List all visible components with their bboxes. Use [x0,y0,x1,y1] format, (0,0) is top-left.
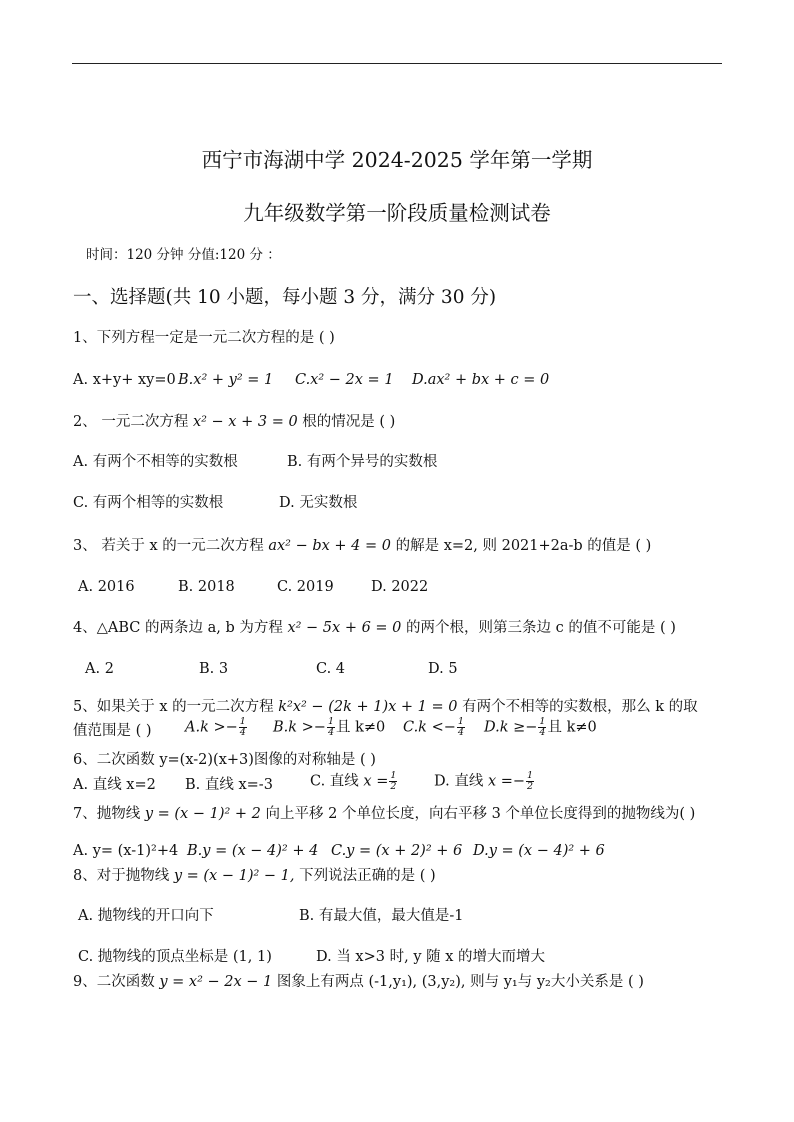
q7-option-d: D.y = (x − 4)² + 6 [473,843,605,859]
q8-stem-pre: 8、对于抛物线 [73,868,174,884]
question-6-stem: 6、二次函数 y=(x-2)(x+3)图像的对称轴是 ( ) [73,752,376,768]
q5-stem-pre: 5、如果关于 x 的一元二次方程 [73,699,279,715]
q1-option-a: A. x+y+ xy=0 [73,372,176,388]
q3-stem-pre: 3、 若关于 x 的一元二次方程 [73,538,269,554]
q5-option-d: D.k ≥− $\frac{1}{4}$ 且 k≠0 [484,716,597,738]
q8-stem-post: 下列说法正确的是 ( ) [294,868,436,884]
q7-stem-pre: 7、抛物线 [73,806,145,822]
q4-stem-post: 的两个根，则第三条边 c 的值不可能是 ( ) [401,620,676,636]
q5-option-a: A.k >− $\frac{1}{4}$ [185,716,246,738]
q8-option-d: D. 当 x>3 时, y 随 x 的增大而增大 [316,949,546,965]
question-8-stem [73,866,436,886]
q1-option-d: D.ax² + bx + c = 0 [412,372,550,388]
q3-option-a: A. 2016 [78,579,135,595]
q5-line2: 值范围是 ( ) [73,723,152,739]
q3-equation: ax² − bx + 4 = 0 [268,538,391,554]
q3-option-d: D. 2022 [371,579,429,595]
exam-title-line1: 西宁市海湖中学 2024-2025 学年第一学期 [201,148,593,172]
exam-title-line2: 九年级数学第一阶段质量检测试卷 [243,201,551,225]
q6-option-a: A. 直线 x=2 [73,777,156,793]
q6-option-d: D. 直线 x =− $\frac{1}{2}$ [434,770,534,792]
q4-equation: x² − 5x + 6 = 0 [287,620,402,636]
q5-stem-post: 有两个不相等的实数根，那么 k 的取 [457,699,698,715]
q7-equation: y = (x − 1)² + 2 [144,806,261,822]
q8-option-a: A. 抛物线的开口向下 [78,908,214,924]
q2-option-b: B. 有两个异号的实数根 [287,454,438,470]
question-7-stem [73,804,695,824]
q8-equation: y = (x − 1)² − 1, [173,868,295,884]
q5-equation: k²x² − (2k + 1)x + 1 = 0 [278,699,458,715]
q7-option-b: B.y = (x − 4)² + 4 [187,843,319,859]
question-3-stem [73,536,651,556]
q9-stem-pre: 9、二次函数 [73,974,160,990]
q5-option-b: B.k >− $\frac{1}{4}$ 且 k≠0 [273,716,386,738]
q2-stem-pre: 2、 一元二次方程 [73,414,193,430]
q4-option-a: A. 2 [85,661,114,677]
question-1-stem: 1、下列方程一定是一元二次方程的是 ( ) [73,330,335,346]
q3-option-b: B. 2018 [178,579,235,595]
q9-equation: y = x² − 2x − 1 [159,974,273,990]
q7-option-a: A. y= (x-1)²+4 [73,843,179,859]
q3-stem-post: 的解是 x=2, 则 2021+2a-b 的值是 ( ) [391,538,652,554]
section-heading: 一、选择题(共 10 小题，每小题 3 分，满分 30 分) [73,287,497,308]
q3-option-c: C. 2019 [277,579,334,595]
q9-stem-post: 图象上有两点 (-1,y₁), (3,y₂), 则与 y₁与 y₂大小关系是 ( ) [272,974,644,990]
q6-option-c: C. 直线 x = $\frac{1}{2}$ [310,770,397,792]
q4-option-d: D. 5 [428,661,458,677]
question-5-stem [73,697,698,717]
q7-option-c: C.y = (x + 2)² + 6 [331,843,463,859]
q8-option-b: B. 有最大值，最大值是-1 [299,908,464,924]
q4-stem-pre: 4、△ABC 的两条边 a, b 为方程 [73,620,288,636]
exam-meta: 时间：120 分钟 分值:120 分 ： [86,247,281,263]
header-rule [72,63,722,64]
q6-option-b: B. 直线 x=-3 [185,777,273,793]
q1-option-c: C.x² − 2x = 1 [295,372,394,388]
q8-option-c: C. 抛物线的顶点坐标是 (1, 1) [78,949,272,965]
q2-option-d: D. 无实数根 [279,495,358,511]
q5-option-c: C.k <− $\frac{1}{4}$ [403,716,464,738]
question-2-stem [73,412,395,432]
q4-option-b: B. 3 [199,661,229,677]
question-4-stem [73,618,676,638]
q2-equation: x² − x + 3 = 0 [192,414,298,430]
q2-option-c: C. 有两个相等的实数根 [73,495,224,511]
q2-stem-post: 根的情况是 ( ) [297,414,396,430]
q2-option-a: A. 有两个不相等的实数根 [73,454,238,470]
q4-option-c: C. 4 [316,661,346,677]
q7-stem-post: 向上平移 2 个单位长度，向右平移 3 个单位长度得到的抛物线为( ) [260,806,696,822]
q1-option-b: B.x² + y² = 1 [178,372,274,388]
question-9-stem [73,972,644,992]
